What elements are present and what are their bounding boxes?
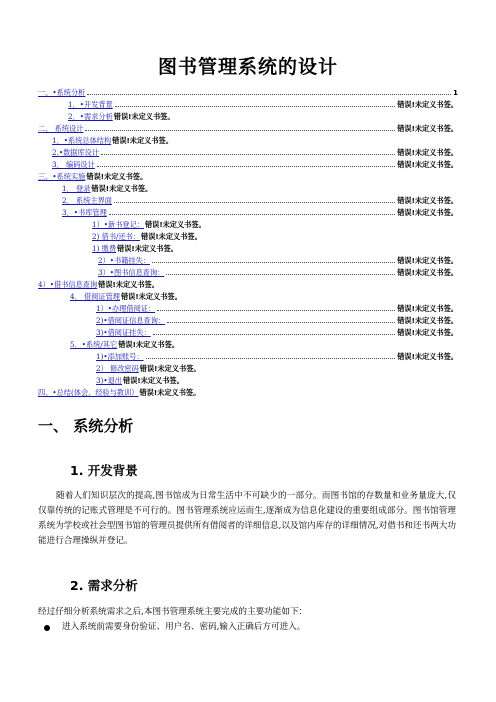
toc-entry[interactable] — [62, 205, 458, 217]
toc-entry[interactable] — [38, 121, 458, 133]
toc-page-ref: 错误!未定义书签。 — [91, 184, 153, 193]
bullet-text: 进入系统前需要身份验证、用户名、密码,输入正确后方可进入。 — [62, 622, 306, 632]
toc-entry[interactable] — [96, 313, 458, 325]
toc-page-ref: 错误!未定义书签。 — [397, 316, 458, 325]
toc-entry[interactable] — [62, 181, 152, 193]
toc-entry[interactable] — [38, 385, 200, 397]
toc-entry-label[interactable]: 1．•开发背景 — [68, 100, 113, 109]
toc-leader-dots — [85, 129, 395, 131]
subsection-heading-background: 1. 开发背景 — [70, 463, 138, 478]
toc-leader-dots — [87, 93, 451, 95]
toc-page-ref: 错误!未定义书签。 — [144, 220, 206, 229]
bullet-icon — [44, 625, 50, 631]
toc-entry-label[interactable]: 1．•系统总体结构 — [52, 136, 112, 145]
toc-entry-label[interactable]: 一、•系统分析 — [38, 88, 86, 97]
toc-page-ref: 错误!未定义书签。 — [397, 124, 458, 133]
toc-leader-dots — [109, 213, 395, 215]
toc-entry[interactable] — [98, 265, 458, 277]
toc-page-ref: 错误!未定义书签。 — [397, 352, 458, 361]
toc-page-ref: 错误!未定义书签。 — [98, 280, 159, 289]
toc-entry-label[interactable]: 1）•新书登记： — [92, 220, 144, 229]
toc-entry[interactable] — [98, 253, 458, 265]
toc-entry[interactable] — [52, 157, 458, 169]
toc-entry-label[interactable]: 2)•借阅证信息查询： — [96, 316, 166, 325]
toc-entry-label[interactable]: 二、 系统设计 — [38, 124, 84, 133]
toc-entry[interactable] — [70, 337, 179, 349]
toc-entry-label[interactable]: 2．•需求分析 — [68, 112, 113, 121]
toc-entry-label[interactable]: 1) 缴费 — [92, 244, 117, 253]
toc-entry-label[interactable]: 2.•数据库设计 — [52, 148, 100, 157]
toc-leader-dots — [166, 273, 395, 275]
toc-page-ref: 错误!未定义书签。 — [397, 328, 458, 337]
toc-page-ref: 错误!未定义书签。 — [397, 100, 458, 109]
toc-entry-label[interactable]: 4）•借书信息查询 — [38, 280, 98, 289]
toc-entry-label[interactable]: 3)•借阅证挂失： — [96, 328, 151, 337]
toc-entry[interactable] — [96, 349, 458, 361]
toc-leader-dots — [115, 105, 395, 107]
toc-page-ref: 错误!未定义书签。 — [397, 148, 458, 157]
toc-entry[interactable] — [68, 109, 175, 121]
toc-entry-label[interactable]: 四、•总结(体会、经验与教训） — [38, 388, 139, 397]
toc-page-ref: 错误!未定义书签。 — [397, 196, 458, 205]
section-heading-system-analysis: 一、 系统分析 — [38, 417, 134, 435]
toc-page-ref: 错误!未定义书签。 — [397, 304, 458, 313]
toc-entry[interactable] — [96, 373, 184, 385]
toc-entry[interactable] — [38, 85, 458, 97]
toc-entry-label[interactable]: 2） 修改密码 — [96, 364, 139, 373]
toc-entry-label[interactable]: 1． 登录 — [62, 184, 91, 193]
toc-entry-label[interactable]: 3）•图书信息查询： — [98, 268, 165, 277]
toc-page-ref: 错误!未定义书签。 — [397, 160, 458, 169]
toc-entry[interactable] — [52, 145, 458, 157]
toc-entry[interactable] — [70, 289, 182, 301]
toc-page-ref: 错误!未定义书签。 — [113, 112, 175, 121]
toc-entry-label[interactable]: 1）•办理借阅证： — [96, 304, 156, 313]
toc-page-ref: 错误!未定义书签。 — [397, 268, 458, 277]
toc-entry-label[interactable]: 三、•系统实施 — [38, 172, 86, 181]
toc-page-ref: 错误!未定义书签。 — [120, 292, 182, 301]
toc-entry[interactable] — [68, 97, 458, 109]
toc-entry-label[interactable]: 3)•退出 — [96, 376, 122, 385]
toc-entry-label[interactable]: 3．•书库管理 — [62, 208, 107, 217]
toc-entry[interactable] — [96, 301, 458, 313]
toc-page-ref: 错误!未定义书签。 — [397, 208, 458, 217]
toc-page-ref: 错误!未定义书签。 — [123, 376, 184, 385]
toc-entry[interactable] — [38, 169, 147, 181]
toc-entry[interactable] — [92, 241, 178, 253]
toc-leader-dots — [146, 357, 396, 359]
toc-entry[interactable] — [96, 361, 201, 373]
toc-leader-dots — [152, 261, 395, 263]
toc-leader-dots — [157, 309, 395, 311]
requirements-paragraph: 经过仔细分析系统需求之后,本图书管理系统主要完成的主要功能如下： — [38, 607, 308, 617]
toc-page-ref: 错误!未定义书签。 — [112, 136, 173, 145]
requirements-bullet — [44, 620, 305, 635]
toc-leader-dots — [101, 153, 395, 155]
toc-page-ref: 错误!未定义书签。 — [139, 364, 201, 373]
toc-leader-dots — [167, 321, 395, 323]
toc-page-ref: 错误!未定义书签。 — [118, 340, 179, 349]
toc-entry-label[interactable]: 3． 编码设计 — [52, 160, 95, 169]
toc-leader-dots — [97, 165, 395, 167]
subsection-heading-requirements: 2. 需求分析 — [70, 578, 138, 593]
toc-page-ref: 错误!未定义书签。 — [141, 232, 202, 241]
toc-entry-label[interactable]: 2) 借书/还书： — [92, 232, 141, 241]
toc-entry-label[interactable]: 1)•添加账号： — [96, 352, 144, 361]
toc-page-ref: 错误!未定义书签。 — [117, 244, 178, 253]
background-paragraph: 随着人们知识层次的提高,图书馆成为日常生活中不可缺少的一部分。而图书馆的存数量和业务量庞大,仅仅靠传统的记账式管理是不可行的。图书管理系统应运而生,逐渐成为信息化建设的重要组成部分。图书馆管理系统为学校或社会型图书馆的管理员提供所有借阅者的详细信息,以及馆内库存的详细情况,对借书和还书两大功能进行合理操纵并登记。 — [38, 491, 456, 546]
toc-leader-dots — [153, 333, 395, 335]
toc-page-ref: 错误!未定义书签。 — [86, 172, 148, 181]
toc-entry-label[interactable]: 5．•系统/其它 — [70, 340, 118, 349]
toc-entry[interactable] — [92, 229, 202, 241]
toc-entry-label[interactable]: 2）•书籍挂失： — [98, 256, 150, 265]
toc-page-ref: 错误!未定义书签。 — [139, 388, 201, 397]
toc-entry[interactable] — [38, 277, 159, 289]
toc-entry-label[interactable]: 4． 借阅证管理 — [70, 292, 120, 301]
toc-entry[interactable] — [52, 133, 173, 145]
toc-page-ref: 1 — [452, 88, 458, 97]
toc-leader-dots — [114, 201, 395, 203]
toc-entry[interactable] — [62, 193, 458, 205]
toc-entry[interactable] — [92, 217, 206, 229]
toc-entry[interactable] — [96, 325, 458, 337]
toc-entry-label[interactable]: 2． 系统主界面 — [62, 196, 112, 205]
toc-page-ref: 错误!未定义书签。 — [397, 256, 458, 265]
document-title: 图书管理系统的设计 — [157, 56, 338, 78]
